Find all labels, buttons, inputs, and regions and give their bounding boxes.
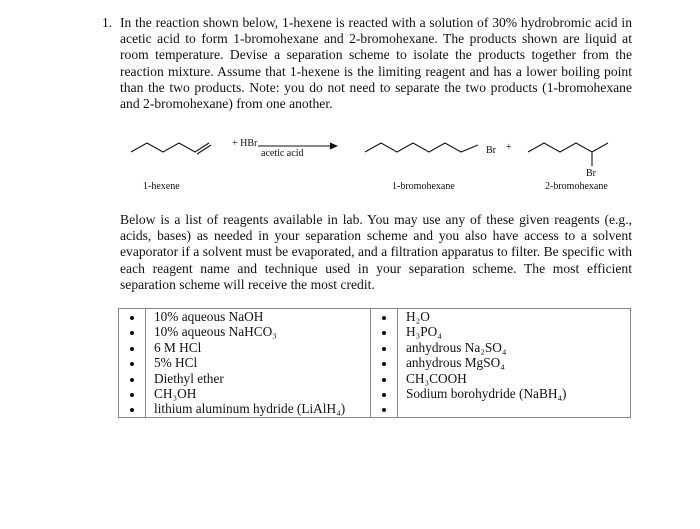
br-label-2: Br [586, 168, 596, 179]
reagent-item: CH₃COOH [406, 370, 467, 386]
reagent-label: + HBr [232, 138, 258, 149]
bullet-icon [130, 393, 134, 397]
bullet-icon [130, 316, 134, 320]
reagent-item: 6 M HCl [154, 339, 202, 355]
reagent-item: 10% aqueous NaOH [154, 309, 264, 324]
question-intro: In the reaction shown below, 1-hexene is reacted with a solution of 30% hydrobromic acid in acetic acid to form 1-bromohexane and 2-bromohexane. The products shown are liquid at room temperature. Devise a separation scheme to isolate the products together from the reaction mixture. Assume that 1-hexene is the limiting reagent and has a lower boiling point than the two products. Note: you do not need to separate the two products (1-bromohexane and 2-bromohexane) from one another. [120, 15, 632, 112]
reagent-item: anhydrous MgSO₄ [406, 355, 505, 371]
bullet-icon [382, 362, 386, 366]
name-1-hexene: 1-hexene [143, 181, 180, 192]
name-1-bromohexane: 1-bromohexane [392, 181, 455, 192]
reagent-table [118, 308, 631, 418]
bullet-icon [130, 408, 134, 412]
bullet-icon [130, 331, 134, 335]
br-label-1: Br [486, 145, 496, 156]
reagent-item: lithium aluminum hydride (LiAlH₄) [154, 401, 346, 417]
reagent-item: anhydrous Na₂SO₄ [406, 339, 507, 355]
bullet-column-2 [371, 309, 398, 418]
instructions-paragraph: Below is a list of reagents available in lab. You may use any of these given reagents (e.g., acids, bases) as needed in your separation scheme and you also have access to a solvent evaporator if a solvent must be evaporated, and a filtration apparatus to filter. Be specific with each reagent name and technique used in your separation scheme. The most efficient separation scheme will receive the most credit. [120, 212, 632, 292]
hexene-structure [131, 143, 209, 152]
reagent-item: H₃PO₄ [406, 324, 442, 340]
reagent-item: 5% HCl [154, 355, 198, 371]
bullet-icon [130, 347, 134, 351]
reaction-scheme [0, 130, 700, 200]
name-2-bromohexane: 2-bromohexane [545, 181, 608, 192]
reagent-item: Diethyl ether [154, 370, 224, 386]
bullet-icon [382, 331, 386, 335]
bullet-icon [382, 393, 386, 397]
bullet-column-1 [119, 309, 146, 418]
bullet-icon [130, 378, 134, 382]
bromohexane-2-structure [528, 143, 608, 152]
reagent-column-1 [146, 309, 371, 418]
bullet-icon [382, 378, 386, 382]
bullet-icon [382, 347, 386, 351]
bullet-icon [382, 316, 386, 320]
bullet-icon [130, 362, 134, 366]
reagent-item [406, 401, 630, 416]
reagent-item: 10% aqueous NaHCO₃ [154, 324, 277, 340]
plus-sign: + [506, 142, 512, 153]
reagent-item: Sodium borohydride (NaBH₄) [406, 385, 567, 401]
question-number: 1. [102, 15, 113, 30]
solvent-label: acetic acid [261, 148, 304, 159]
bromohexane-1-structure [365, 143, 478, 152]
reagent-column-2 [398, 309, 631, 418]
bullet-icon [382, 408, 386, 412]
reagent-item: CH₃OH [154, 385, 197, 401]
reagent-item: H₂O [406, 309, 430, 324]
